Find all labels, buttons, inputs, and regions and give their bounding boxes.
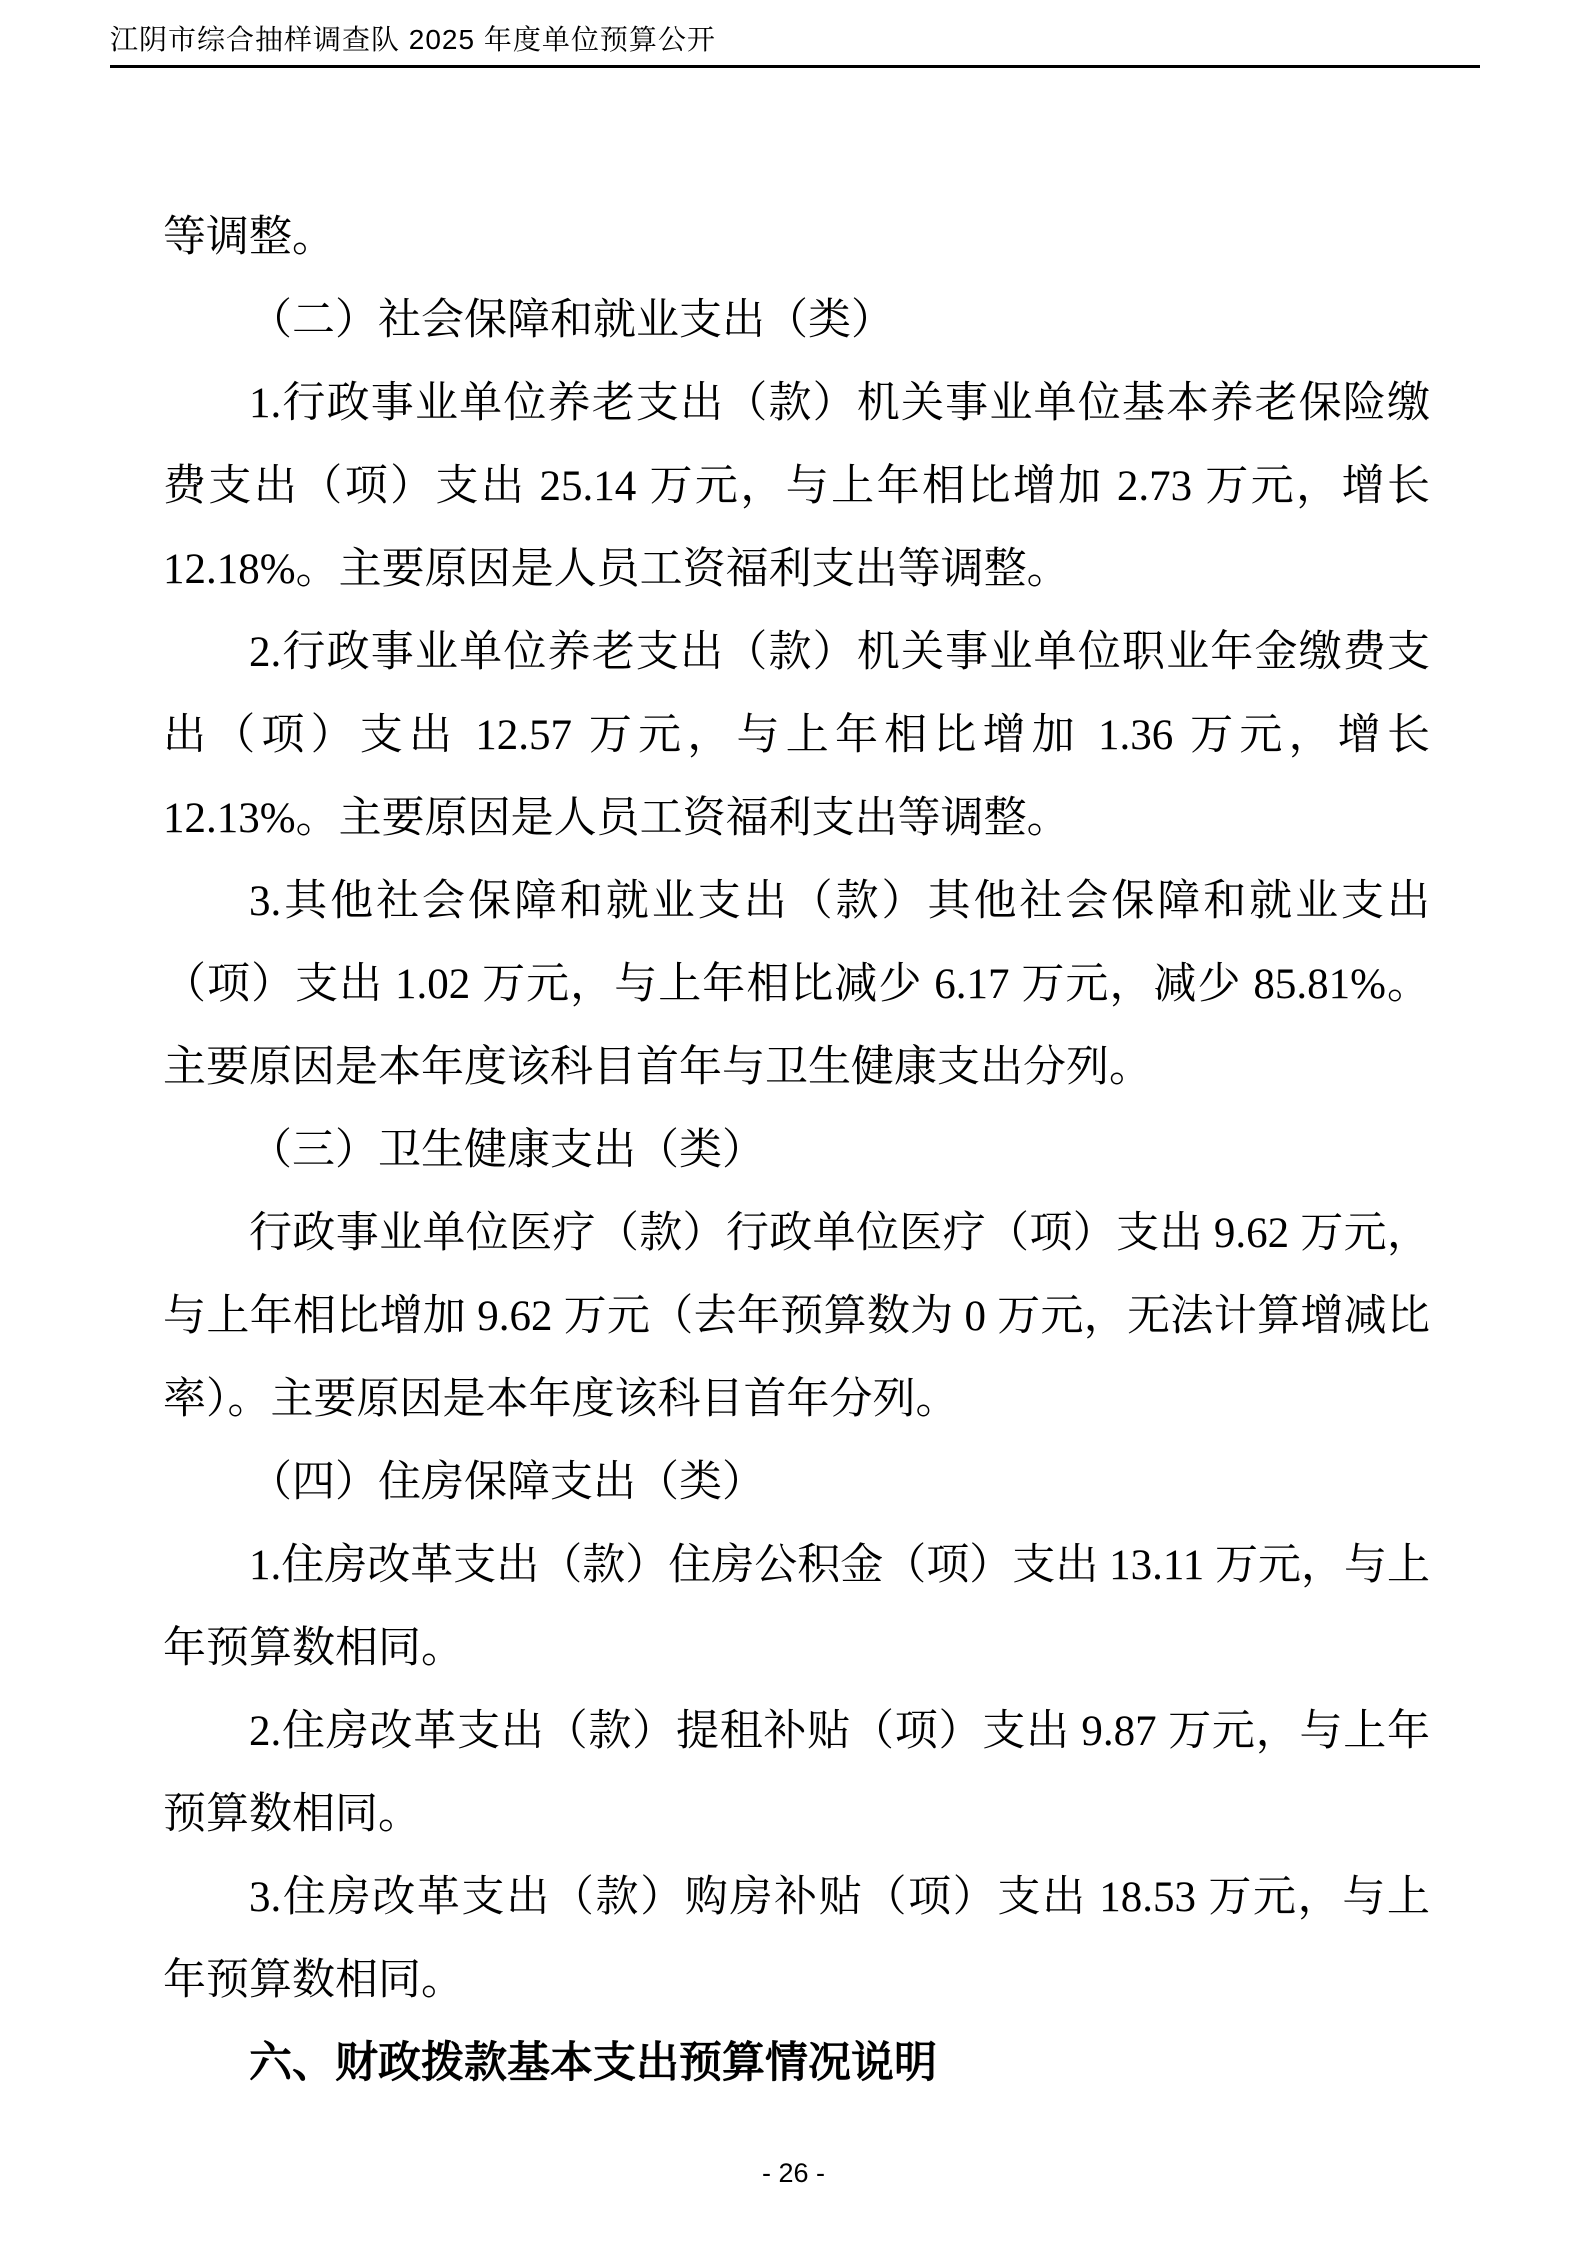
heading-chapter-6: 六、财政拨款基本支出预算情况说明 (249, 2040, 937, 2087)
paragraph-item-3: 3.其他社会保障和就业支出（款）其他社会保障和就业支出（项）支出 1.02 万元，与上年相比减少 6.17 万元，减少 85.81%。主要原因是本年度该科目首年与卫生健康支出分列。 (163, 878, 1430, 1091)
page-number: - 26 - (761, 2158, 826, 2188)
paragraph-housing-2: 2.住房改革支出（款）提租补贴（项）支出 9.87 万元，与上年预算数相同。 (163, 1708, 1430, 1838)
heading-section-4: （四）住房保障支出（类） (249, 1459, 765, 1506)
heading-section-2: （二）社会保障和就业支出（类） (249, 297, 894, 344)
paragraph-item-1: 1.行政事业单位养老支出（款）机关事业单位基本养老保险缴费支出（项）支出 25.14 万元，与上年相比增加 2.73 万元，增长 12.18%。主要原因是人员工资福利支出等调整。 (163, 380, 1430, 593)
paragraph-housing-1: 1.住房改革支出（款）住房公积金（项）支出 13.11 万元，与上年预算数相同。 (163, 1542, 1430, 1672)
heading-section-3: （三）卫生健康支出（类） (249, 1127, 765, 1174)
header-divider-line (110, 65, 1480, 68)
document-body (163, 196, 1430, 2105)
page-header-title: 江阴市综合抽样调查队 2025 年度单位预算公开 (110, 24, 716, 55)
paragraph-health: 行政事业单位医疗（款）行政单位医疗（项）支出 9.62 万元，与上年相比增加 9.62 万元（去年预算数为 0 万元，无法计算增减比率）。主要原因是本年度该科目首年分列。 (163, 1210, 1430, 1423)
paragraph-item-2: 2.行政事业单位养老支出（款）机关事业单位职业年金缴费支出（项）支出 12.57 万元，与上年相比增加 1.36 万元，增长 12.13%。主要原因是人员工资福利支出等调整。 (163, 629, 1430, 842)
paragraph-continuation: 等调整。 (163, 214, 335, 261)
paragraph-housing-3: 3.住房改革支出（款）购房补贴（项）支出 18.53 万元，与上年预算数相同。 (163, 1874, 1430, 2004)
